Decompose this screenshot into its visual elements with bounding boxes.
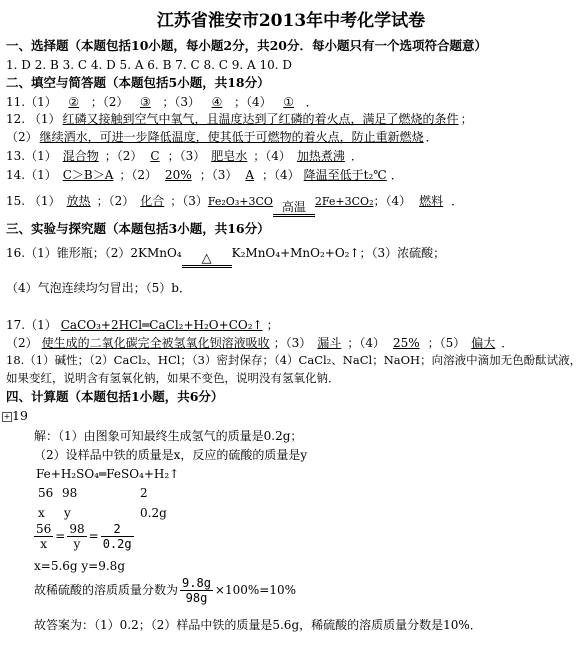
q14-line bbox=[6, 167, 403, 183]
proportion-fractions bbox=[32, 522, 136, 551]
q17-answer-1: CaCO₃+2HCl═CaCl₂+H₂O+CO₂↑ bbox=[60, 318, 263, 332]
page-title: 江苏省淮安市2013年中考化学试卷 bbox=[156, 11, 426, 31]
choice-answers: 1. D 2. B 3. C 4. D 5. A 6. B 7. C 8. C 9. A 10. D bbox=[6, 58, 292, 72]
molar-mass-fe: 56 bbox=[38, 486, 54, 500]
fraction-2-num: 98 bbox=[69, 522, 85, 536]
q17-line-2 bbox=[6, 335, 513, 351]
sep: ；（2） bbox=[119, 168, 158, 182]
sep: ；（3） bbox=[167, 149, 206, 163]
q12-line-2 bbox=[6, 129, 438, 145]
concentration-line bbox=[34, 576, 296, 605]
fraction-2 bbox=[67, 522, 86, 551]
sep: ；（2） bbox=[104, 149, 143, 163]
q16-line-2: （4）气泡连续均匀冒出；（5）b． bbox=[6, 281, 191, 295]
q12-answer-1: 红磷又接触到空气中氧气，且温度达到了红磷的着火点，满足了燃烧的条件 bbox=[62, 112, 459, 126]
sep: ；（3） bbox=[199, 168, 238, 182]
q11-line bbox=[6, 94, 318, 110]
sep: ． bbox=[350, 149, 363, 163]
fraction-1-den: x bbox=[40, 537, 48, 551]
table-anchor-icon[interactable]: + bbox=[3, 412, 11, 421]
q17-answer-2: 使生成的二氧化碳完全被氢氧化钡溶液吸收 bbox=[41, 336, 270, 350]
condition-text: 高温 bbox=[281, 200, 306, 214]
equals: = bbox=[55, 529, 66, 543]
unknown-y: y bbox=[64, 506, 71, 520]
molar-mass-h2: 2 bbox=[140, 486, 148, 500]
q17-prefix-2: （2） bbox=[6, 336, 38, 350]
sep: ；（2） bbox=[90, 95, 129, 109]
q17-prefix: 17.（1） bbox=[6, 318, 57, 332]
q12-line-1 bbox=[6, 111, 473, 127]
q14-answer-3: A bbox=[245, 168, 255, 182]
q11-answer-2: ③ bbox=[139, 95, 151, 109]
q12-prefix-2: （2） bbox=[6, 130, 38, 144]
q11-prefix: 11.（1） bbox=[6, 95, 57, 109]
sep: ． bbox=[425, 130, 438, 144]
q15-answer-1: 放热 bbox=[66, 194, 91, 208]
q17-answer-3: 漏斗 bbox=[317, 336, 342, 350]
sep: ；（3） bbox=[273, 336, 312, 350]
q13-answer-2: C bbox=[150, 149, 160, 163]
q11-answer-1: ② bbox=[68, 95, 80, 109]
q17-line-1 bbox=[6, 317, 279, 333]
q14-prefix: 14.（1） bbox=[6, 168, 57, 182]
q17-answer-4: 25% bbox=[392, 336, 420, 350]
sep: ；（4） bbox=[253, 149, 291, 163]
molar-mass-h2so4: 98 bbox=[62, 486, 78, 500]
reaction-condition bbox=[273, 201, 315, 217]
equals: = bbox=[88, 529, 99, 543]
q16-prefix: 16.（1）锥形瓶；（2）2KMnO₄ bbox=[6, 246, 182, 260]
q16-line-1 bbox=[6, 238, 445, 268]
q12-prefix: 12. （1） bbox=[6, 112, 61, 126]
solution-values: x=5.6g y=9.8g bbox=[34, 559, 126, 573]
q13-line bbox=[6, 148, 363, 164]
q18-line-2: 如果变红，说明含有氢氧化钠，如果不变色，说明没有氢氧化钠． bbox=[6, 371, 340, 385]
sep: ；（5） bbox=[427, 336, 466, 350]
concentration-prefix: 故稀硫酸的溶质质量分数为 bbox=[34, 583, 179, 597]
q15-line bbox=[6, 186, 463, 217]
sep: ． bbox=[305, 95, 318, 109]
reaction-equation: Fe+H₂SO₄═FeSO₄+H₂↑ bbox=[36, 467, 180, 481]
fraction-1 bbox=[34, 522, 53, 551]
section-4-heading: 四、计算题（本题包括1小题，共6分） bbox=[6, 389, 224, 404]
q15-equation-left: Fe₂O₃+3CO bbox=[207, 195, 273, 208]
section-1-heading: 一、选择题（本题包括10小题，每小题2分，共20分．每小题只有一个选项符合题意） bbox=[6, 38, 487, 53]
sep: ． bbox=[451, 194, 464, 208]
concentration-fraction bbox=[180, 576, 213, 605]
q16-rest: K₂MnO₄+MnO₂+O₂↑；（3）浓硫酸； bbox=[231, 246, 446, 260]
mass-h2: 0.2g bbox=[140, 506, 167, 520]
q18-line-1: 18.（1）碱性；（2）CaCl₂、HCl；（3）密封保存；（4）CaCl₂、NaCl；NaOH；向溶液中滴加无色酚酞试液， bbox=[6, 353, 582, 367]
final-answer: 故答案为：（1）0.2；（2）样品中铁的质量是5.6g，稀硫酸的溶质质量分数是10%． bbox=[34, 618, 482, 632]
q15-answer-4: 燃料 bbox=[419, 194, 444, 208]
q14-answer-4: 降温至低于t₂℃ bbox=[303, 168, 387, 182]
sep: ． bbox=[390, 168, 403, 182]
sep: ；（2） bbox=[96, 194, 135, 208]
section-2-heading: 二、填空与简答题（本题包括5小题，共18分） bbox=[6, 75, 270, 90]
sep: ； bbox=[460, 112, 473, 126]
q13-answer-4: 加热煮沸 bbox=[296, 149, 345, 163]
concentration-num: 9.8g bbox=[182, 576, 211, 590]
fraction-3-num: 2 bbox=[101, 522, 134, 537]
q15-answer-2: 化合 bbox=[140, 194, 165, 208]
q17-answer-5: 偏大 bbox=[471, 336, 496, 350]
fraction-3 bbox=[101, 522, 134, 551]
q13-prefix: 13.（1） bbox=[6, 149, 57, 163]
q13-answer-1: 混合物 bbox=[62, 149, 99, 163]
q19-number: 19 bbox=[12, 408, 28, 423]
sep: ． bbox=[501, 336, 514, 350]
sep: ； bbox=[266, 318, 279, 332]
q13-answer-3: 肥皂水 bbox=[211, 149, 248, 163]
sep: ；（3） bbox=[170, 194, 208, 208]
sep: ；（4） bbox=[373, 194, 412, 208]
sep: ；（4） bbox=[234, 95, 272, 109]
sep: ；（4） bbox=[262, 168, 300, 182]
q15-prefix: 15. （1） bbox=[6, 194, 61, 208]
concentration-den: 98g bbox=[185, 591, 208, 605]
q15-equation-right: 2Fe+3CO₂ bbox=[314, 195, 374, 208]
reaction-condition bbox=[182, 252, 232, 268]
heat-symbol: △ bbox=[201, 251, 212, 266]
q14-answer-1: C＞B＞A bbox=[62, 168, 114, 182]
q11-answer-4: ① bbox=[283, 95, 295, 109]
fraction-1-num: 56 bbox=[36, 522, 52, 536]
sep: ；（4） bbox=[347, 336, 385, 350]
concentration-result: ×100%=10% bbox=[214, 583, 297, 597]
unknown-x: x bbox=[38, 506, 45, 520]
calc-line-2: （2）设样品中铁的质量是x，反应的硫酸的质量是y bbox=[34, 448, 308, 462]
q11-answer-3: ④ bbox=[211, 95, 223, 109]
section-3-heading: 三、实验与探究题（本题包括3小题，共16分） bbox=[6, 221, 270, 236]
calc-line-1: 解：（1）由图象可知最终生成氢气的质量是0.2g； bbox=[34, 429, 303, 443]
fraction-2-den: y bbox=[73, 537, 81, 551]
fraction-3-den: 0.2g bbox=[102, 537, 132, 551]
q14-answer-2: 20% bbox=[165, 168, 192, 182]
equals-bar bbox=[273, 214, 315, 217]
sep: ；（3） bbox=[162, 95, 201, 109]
q12-answer-2: 继续洒水，可进一步降低温度，使其低于可燃物的着火点，防止重新燃烧 bbox=[39, 130, 424, 144]
